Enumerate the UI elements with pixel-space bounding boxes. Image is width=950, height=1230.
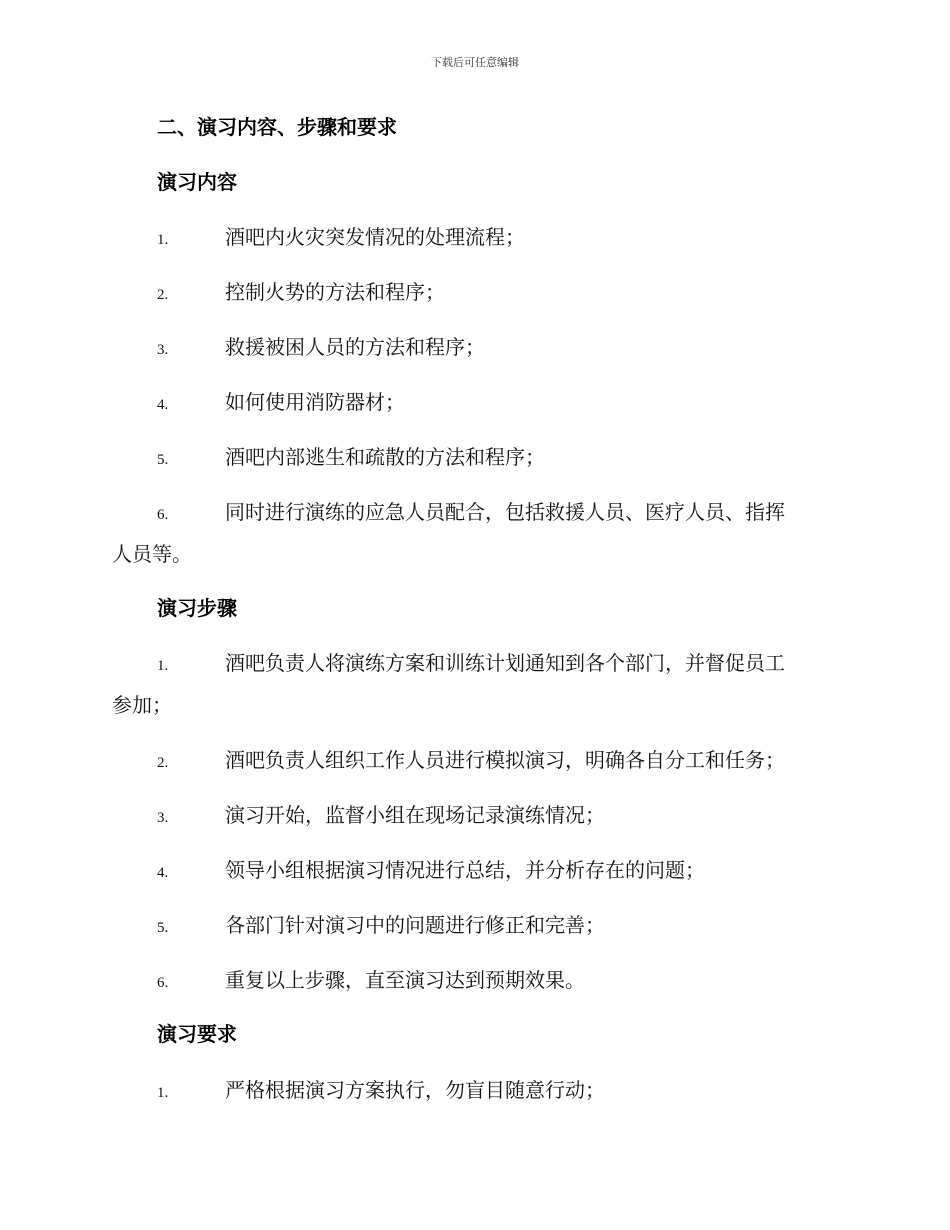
item-text: 严格根据演习方案执行，勿盲目随意行动； [225, 1078, 605, 1102]
item-number: 4. [157, 397, 169, 413]
item-text: 酒吧内部逃生和疏散的方法和程序； [225, 445, 545, 469]
steps-item-4 [157, 856, 837, 887]
item-number: 2. [157, 755, 169, 771]
item-text: 同时进行演练的应急人员配合，包括救援人员、医疗人员、指挥 [225, 500, 785, 524]
steps-item-6 [157, 966, 837, 997]
item-number: 4. [157, 865, 169, 881]
steps-item-1 [157, 649, 837, 680]
item-number: 6. [157, 975, 169, 991]
content-item-6-continuation: 人员等。 [112, 542, 192, 566]
item-text: 如何使用消防器材； [225, 390, 405, 414]
item-number: 1. [157, 658, 169, 674]
item-text: 救援被困人员的方法和程序； [225, 335, 485, 359]
item-number: 2. [157, 287, 169, 303]
item-text: 各部门针对演习中的问题进行修正和完善； [225, 913, 605, 937]
section-title: 二、演习内容、步骤和要求 [157, 115, 397, 139]
content-item-3 [157, 333, 837, 364]
item-text: 重复以上步骤，直至演习达到预期效果。 [225, 968, 585, 992]
item-text: 领导小组根据演习情况进行总结，并分析存在的问题； [225, 858, 705, 882]
item-text: 演习开始，监督小组在现场记录演练情况； [225, 803, 605, 827]
steps-item-5 [157, 911, 837, 942]
item-number: 3. [157, 810, 169, 826]
steps-item-2 [157, 746, 837, 777]
steps-heading: 演习步骤 [157, 596, 237, 620]
item-text: 酒吧负责人组织工作人员进行模拟演习，明确各自分工和任务； [225, 748, 785, 772]
content-item-4 [157, 388, 837, 419]
item-number: 5. [157, 452, 169, 468]
content-heading: 演习内容 [157, 170, 237, 194]
item-text: 酒吧负责人将演练方案和训练计划通知到各个部门，并督促员工 [225, 651, 785, 675]
content-item-5 [157, 443, 837, 474]
item-text: 酒吧内火灾突发情况的处理流程； [225, 225, 525, 249]
steps-item-1-continuation: 参加； [112, 693, 172, 717]
item-number: 3. [157, 342, 169, 358]
item-number: 6. [157, 507, 169, 523]
item-number: 1. [157, 1085, 169, 1101]
item-number: 5. [157, 920, 169, 936]
content-item-1 [157, 223, 837, 254]
content-item-2 [157, 278, 837, 309]
item-number: 1. [157, 232, 169, 248]
content-item-6 [157, 498, 837, 529]
steps-item-3 [157, 801, 837, 832]
header-note: 下载后可任意编辑 [431, 56, 519, 69]
item-text: 控制火势的方法和程序； [225, 280, 445, 304]
requirements-heading: 演习要求 [157, 1022, 237, 1046]
requirements-item-1 [157, 1076, 837, 1107]
